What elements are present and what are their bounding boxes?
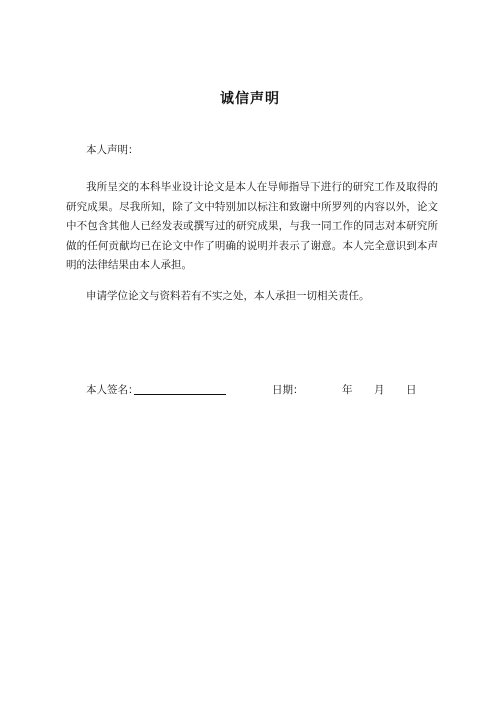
year-label: 年 [342, 384, 353, 396]
page-title: 诚信声明 [220, 91, 280, 107]
responsibility-paragraph: 申请学位论文与资料若有不实之处，本人承担一切相关责任。 [86, 290, 370, 302]
declaration-paragraph: 我所呈交的本科毕业设计论文是本人在导师指导下进行的研究工作及取得的研究成果。尽我所知，除了文中特别加以标注和致谢中所罗列的内容以外，论文中不包含其他人已经发表或撰写过的研究成果，与我一同工作的同志对本研究所做的任何贡献均已在论文中作了明确的说明并表示了谢意。本人完全意识到本声明的法律结果由本人承担。 [66, 181, 438, 271]
month-label: 月 [374, 384, 385, 396]
day-label: 日 [406, 384, 417, 396]
signature-row [86, 382, 426, 396]
signature-label: 本人签名： [86, 384, 139, 396]
date-label: 日期： [272, 384, 304, 396]
declaration-label: 本人声明： [86, 144, 139, 156]
signature-line [134, 394, 226, 395]
